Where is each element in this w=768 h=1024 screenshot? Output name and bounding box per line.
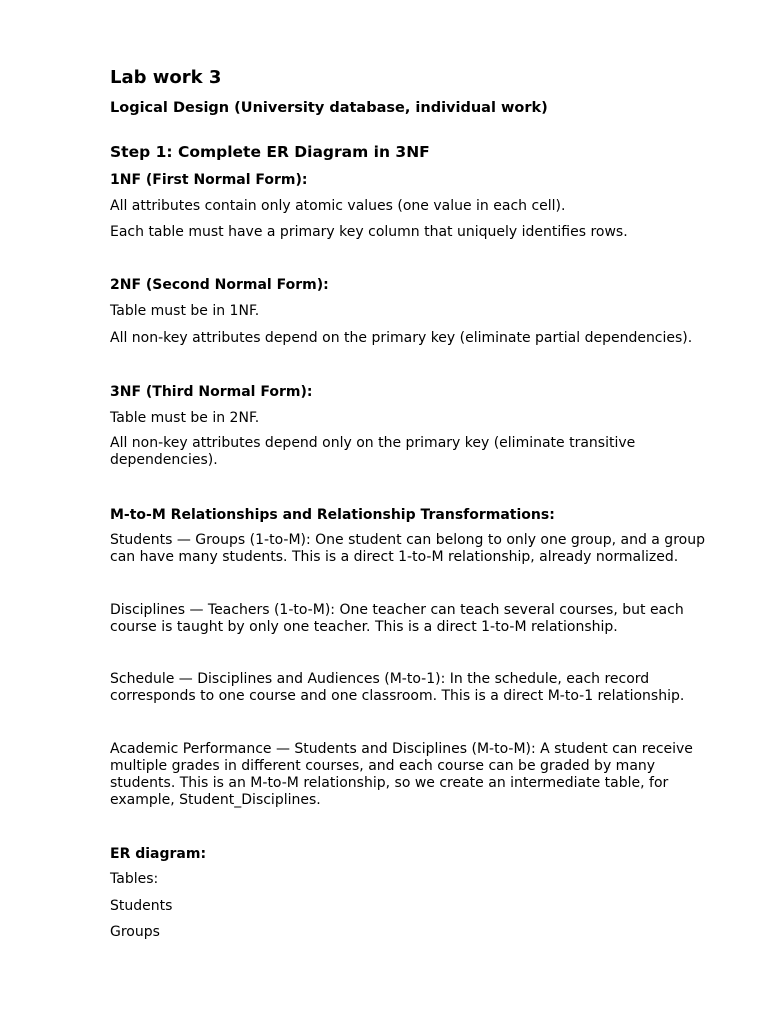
nf1-heading: 1NF (First Normal Form): [110,172,308,188]
er-diagram-heading: ER diagram: [110,846,207,862]
nf3-heading: 3NF (Third Normal Form): [110,384,313,400]
nf1-line: All attributes contain only atomic values (one value in each cell). [110,198,566,214]
nf1-line: Each table must have a primary key column that uniquely identifies rows. [110,224,628,240]
nf2-line: All non-key attributes depend on the primary key (eliminate partial dependencies). [110,330,693,346]
relationship-item: Disciplines — Teachers (1-to-M): One teacher can teach several courses, but each course is taught by only one teacher. This is a direct 1-to-M relationship. [110,602,684,635]
nf3-line: All non-key attributes depend only on the primary key (eliminate transitive dependencies). [110,435,636,468]
relationship-item: Students — Groups (1-to-M): One student can belong to only one group, and a group can have many students. This is a direct 1-to-M relationship, already normalized. [110,532,705,565]
document-subtitle: Logical Design (University database, individual work) [110,100,548,116]
er-tables-label: Tables: [110,871,159,887]
nf3-line: Table must be in 2NF. [110,410,260,426]
nf2-line: Table must be in 1NF. [110,303,260,319]
er-table-item: Groups [110,924,160,940]
er-table-item: Students [110,898,173,914]
nf2-heading: 2NF (Second Normal Form): [110,277,329,293]
relationship-item: Academic Performance — Students and Disciplines (M-to-M): A student can receive multiple grades in different courses, and each course can be graded by many students. This is an M-to-M relationship, so we create an intermediate table, for example, Student_Disciplines. [110,741,693,808]
relationship-item: Schedule — Disciplines and Audiences (M-to-1): In the schedule, each record corresponds to one course and one classroom. This is a direct M-to-1 relationship. [110,671,685,704]
step1-heading: Step 1: Complete ER Diagram in 3NF [110,143,430,161]
document-title: Lab work 3 [110,67,222,88]
relationships-heading: M-to-M Relationships and Relationship Transformations: [110,507,555,523]
